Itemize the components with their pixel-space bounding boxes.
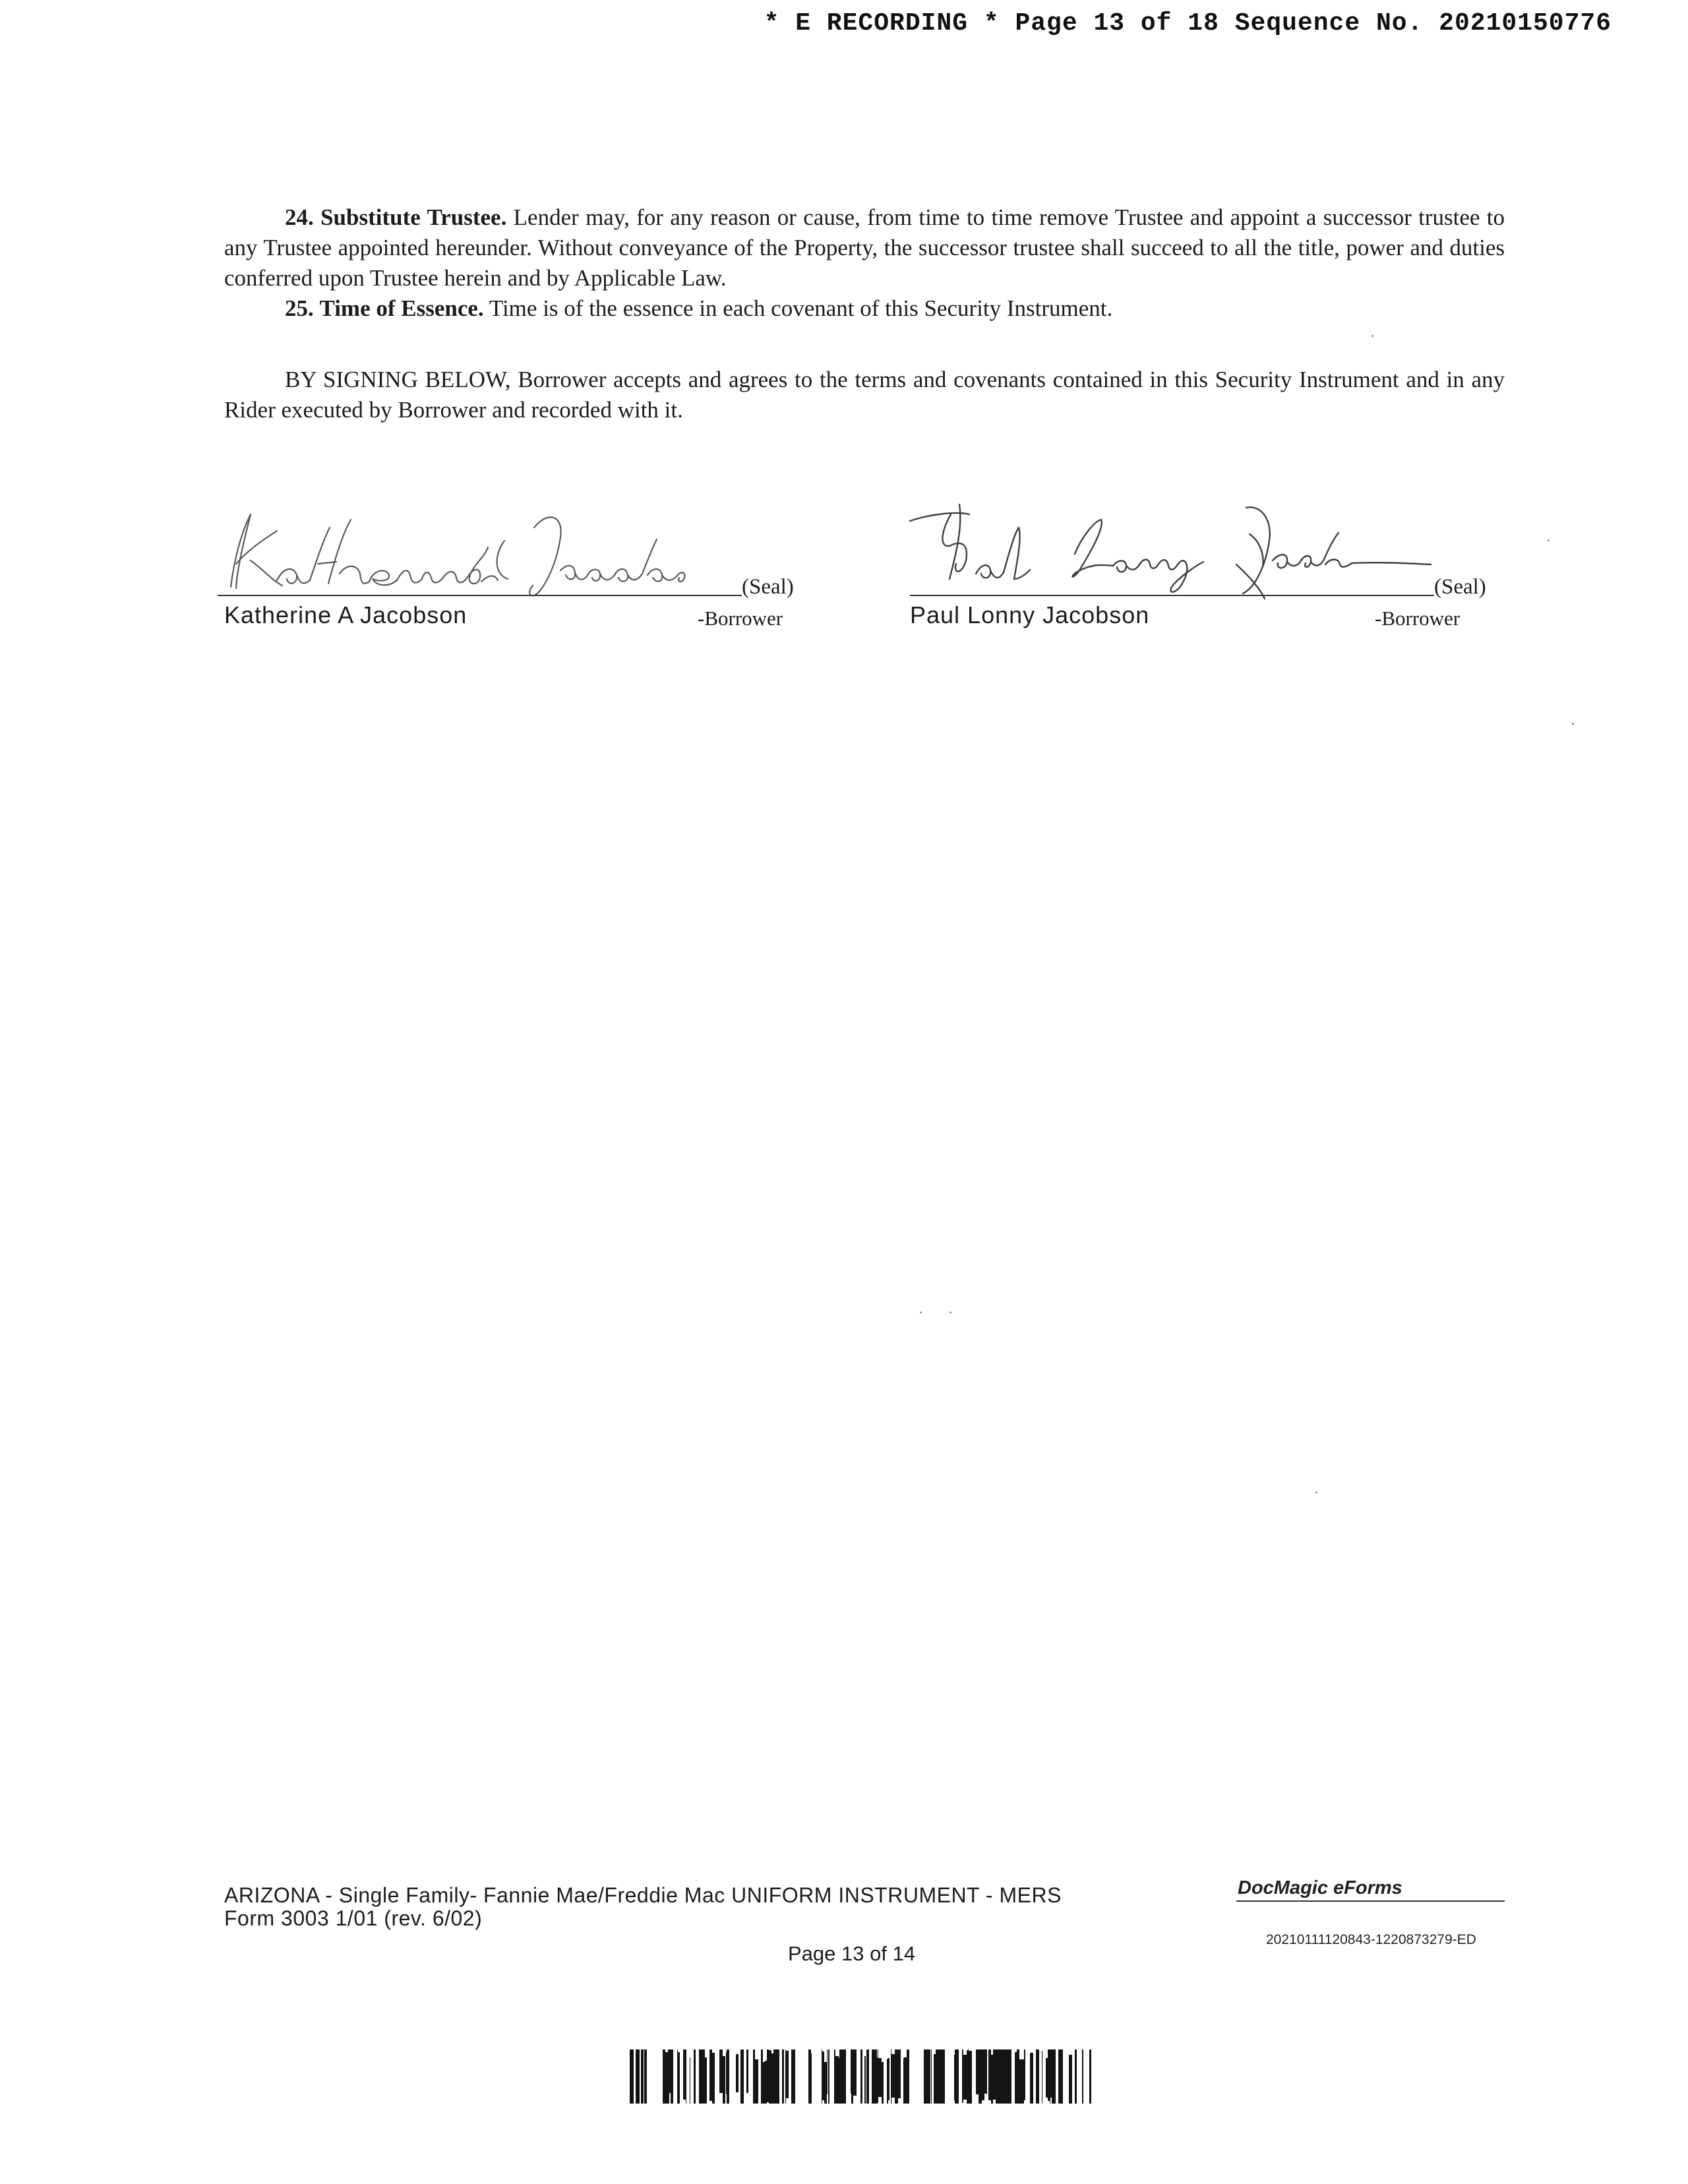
section-24 [224,202,1505,293]
scan-speck [1572,723,1574,725]
section-24-number: 24. [285,204,314,230]
scan-speck [1315,1492,1317,1494]
signer-name: Katherine A Jacobson [224,601,467,628]
scan-speck [1372,335,1373,337]
scan-speck [950,1312,951,1314]
signer-role: -Borrower [1375,607,1461,630]
signature-line [910,595,1434,596]
document-code: 20210111120843-1220873279-ED [1266,1932,1476,1947]
section-25-number: 25. [285,295,314,321]
section-25 [224,293,1505,324]
form-title: ARIZONA - Single Family- Fannie Mae/Freddie Mac UNIFORM INSTRUMENT - MERS [224,1883,1062,1907]
section-24-text: Lender may, for any reason or cause, from time to time remove Trustee and appoint a successor trustee to any Trustee appointed hereunder. Without conveyance of the Property, the successor trustee shall succeed to all the title, power and duties conferred upon Trustee herein and by Applicable Law. [224,204,1505,291]
page-number: Page 13 of 14 [788,1942,916,1965]
seal-label: (Seal) [1434,575,1486,599]
section-25-heading: Time of Essence. [319,295,484,321]
form-number: Form 3003 1/01 (rev. 6/02) [224,1906,483,1930]
handwritten-signature [903,501,1490,600]
signing-statement-block [224,365,1505,425]
signature-block-borrower-1 [204,501,864,653]
barcode-icon [630,2049,1101,2104]
form-identifier [224,1884,1062,1930]
signature-block-borrower-2 [903,501,1490,653]
seal-label: (Seal) [742,575,794,599]
signer-name: Paul Lonny Jacobson [910,601,1150,628]
docmagic-brand: DocMagic eForms [1236,1877,1505,1902]
scan-speck [920,1312,922,1314]
signature-line [218,595,742,596]
section-25-text: Time is of the essence in each covenant of this Security Instrument. [489,295,1113,321]
recording-stamp: * E RECORDING * Page 13 of 18 Sequence No. 20210150776 [764,9,1612,38]
scan-speck [1548,539,1550,541]
signer-role: -Borrower [698,607,783,630]
section-24-heading: Substitute Trustee. [320,204,507,230]
signing-statement: BY SIGNING BELOW, Borrower accepts and agrees to the terms and covenants contained in this Security Instrument and in any Rider executed by Borrower and recorded with it. [224,367,1505,423]
